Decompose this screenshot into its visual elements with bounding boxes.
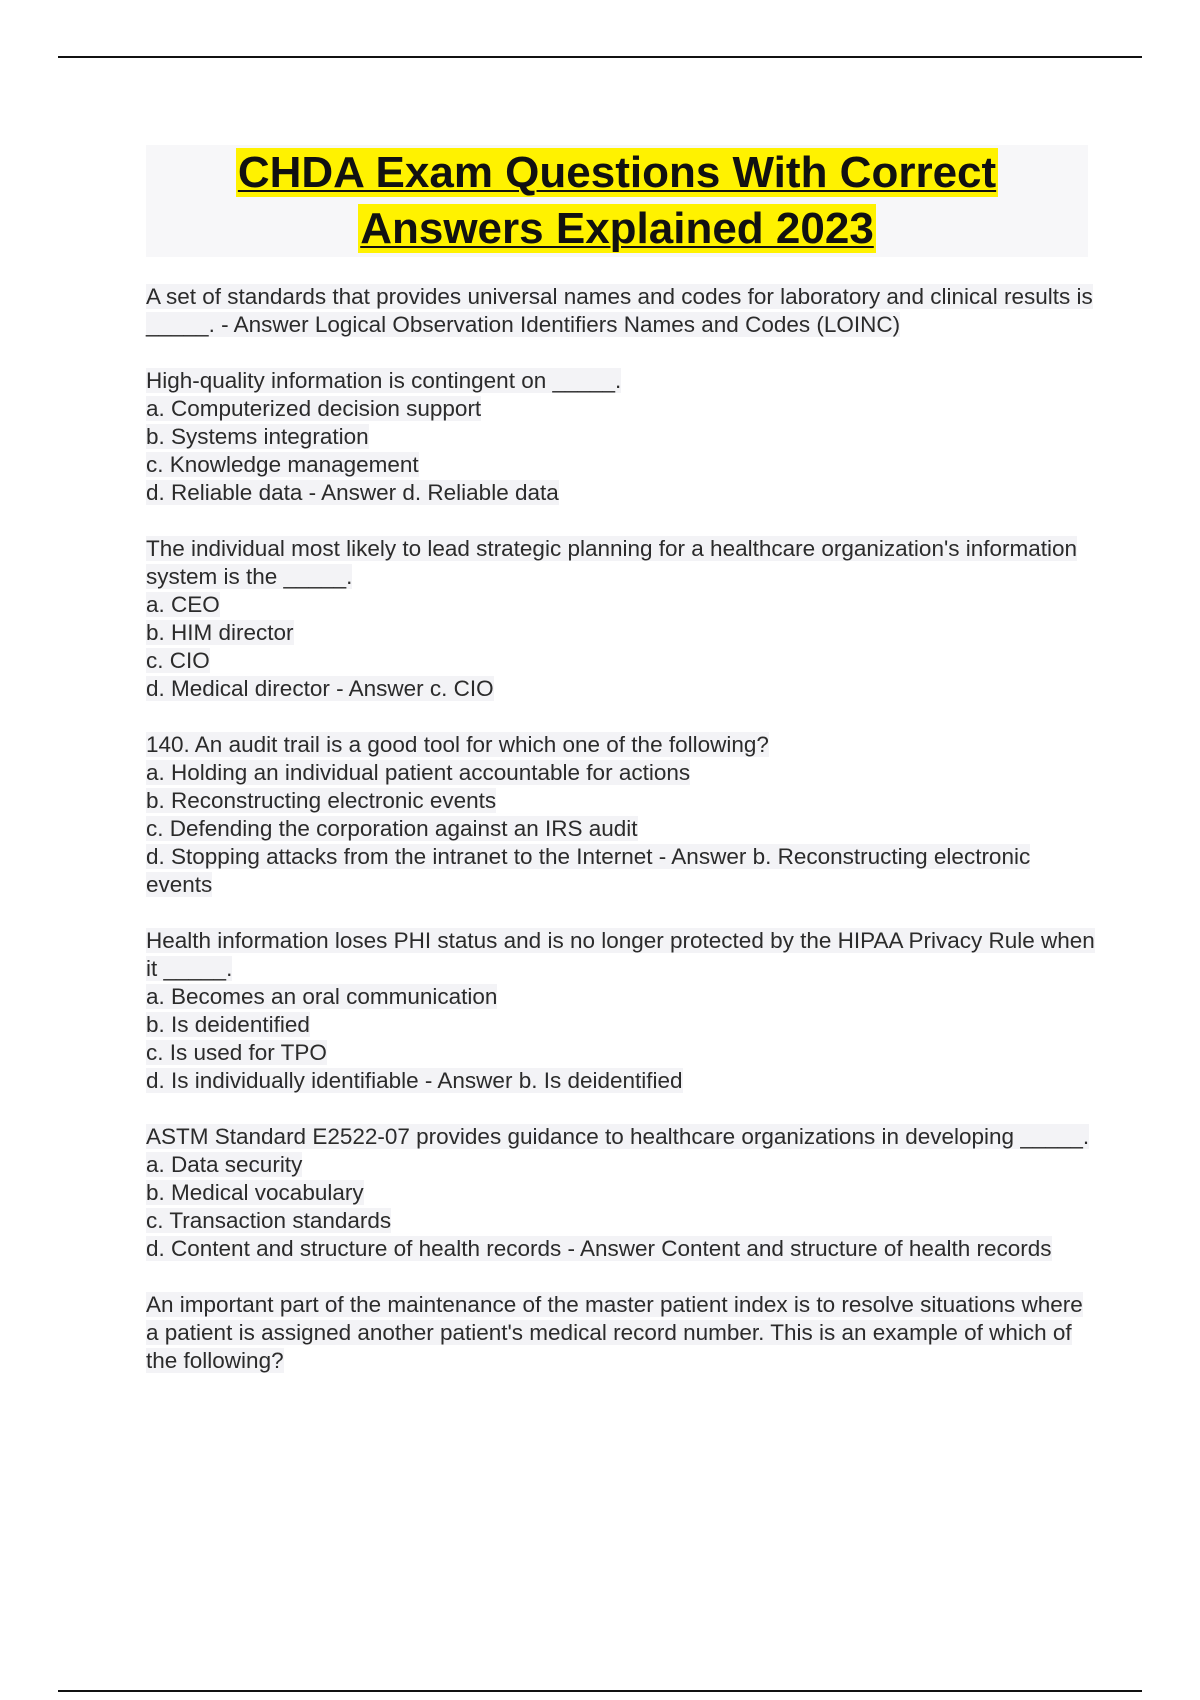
answer-option: a. Holding an individual patient accountable for actions bbox=[146, 760, 691, 785]
answer-option: d. Stopping attacks from the intranet to the Internet - Answer b. Reconstructing electronic events bbox=[146, 844, 1031, 897]
answer-option: c. Transaction standards bbox=[146, 1208, 392, 1233]
title-line-1: CHDA Exam Questions With Correct bbox=[237, 148, 997, 197]
question-text: A set of standards that provides universal names and codes for laboratory and clinical results is _____. - Answer Logical Observation Identifiers Names and Codes (LOINC) bbox=[146, 284, 1093, 337]
answer-option: c. Knowledge management bbox=[146, 452, 419, 477]
answer-option: c. Is used for TPO bbox=[146, 1040, 327, 1065]
answer-option: a. Becomes an oral communication bbox=[146, 984, 498, 1009]
header-rule bbox=[58, 56, 1142, 58]
question-text: ASTM Standard E2522-07 provides guidance to healthcare organizations in developing _____. bbox=[146, 1124, 1090, 1149]
question-text: An important part of the maintenance of the master patient index is to resolve situations where a patient is assigned another patient's medical record number. This is an example of which of the following? bbox=[146, 1292, 1083, 1373]
question-block bbox=[146, 731, 1096, 899]
answer-option: c. Defending the corporation against an IRS audit bbox=[146, 816, 638, 841]
answer-option: a. CEO bbox=[146, 592, 220, 617]
answer-option: b. Reconstructing electronic events bbox=[146, 788, 497, 813]
answer-option: d. Content and structure of health records - Answer Content and structure of health records bbox=[146, 1236, 1052, 1261]
question-block bbox=[146, 283, 1096, 339]
question-text: The individual most likely to lead strategic planning for a healthcare organization's information system is the _____. bbox=[146, 536, 1078, 589]
question-text: Health information loses PHI status and is no longer protected by the HIPAA Privacy Rule when it _____. bbox=[146, 928, 1095, 981]
question-block bbox=[146, 1291, 1096, 1375]
title-line-2: Answers Explained 2023 bbox=[360, 204, 874, 253]
document-title bbox=[146, 145, 1088, 257]
answer-option: d. Reliable data - Answer d. Reliable data bbox=[146, 480, 559, 505]
answer-option: a. Computerized decision support bbox=[146, 396, 482, 421]
question-block bbox=[146, 927, 1096, 1095]
answer-option: c. CIO bbox=[146, 648, 210, 673]
answer-option: b. Systems integration bbox=[146, 424, 369, 449]
question-block bbox=[146, 1123, 1096, 1263]
answer-option: a. Data security bbox=[146, 1152, 303, 1177]
question-block bbox=[146, 367, 1096, 507]
answer-option: b. Medical vocabulary bbox=[146, 1180, 364, 1205]
answer-option: b. HIM director bbox=[146, 620, 294, 645]
footer-rule bbox=[58, 1690, 1142, 1692]
question-list bbox=[146, 283, 1096, 1403]
answer-option: d. Is individually identifiable - Answer b. Is deidentified bbox=[146, 1068, 683, 1093]
question-block bbox=[146, 535, 1096, 703]
question-text: High-quality information is contingent on _____. bbox=[146, 368, 622, 393]
answer-option: d. Medical director - Answer c. CIO bbox=[146, 676, 494, 701]
question-text: 140. An audit trail is a good tool for which one of the following? bbox=[146, 732, 769, 757]
answer-option: b. Is deidentified bbox=[146, 1012, 310, 1037]
